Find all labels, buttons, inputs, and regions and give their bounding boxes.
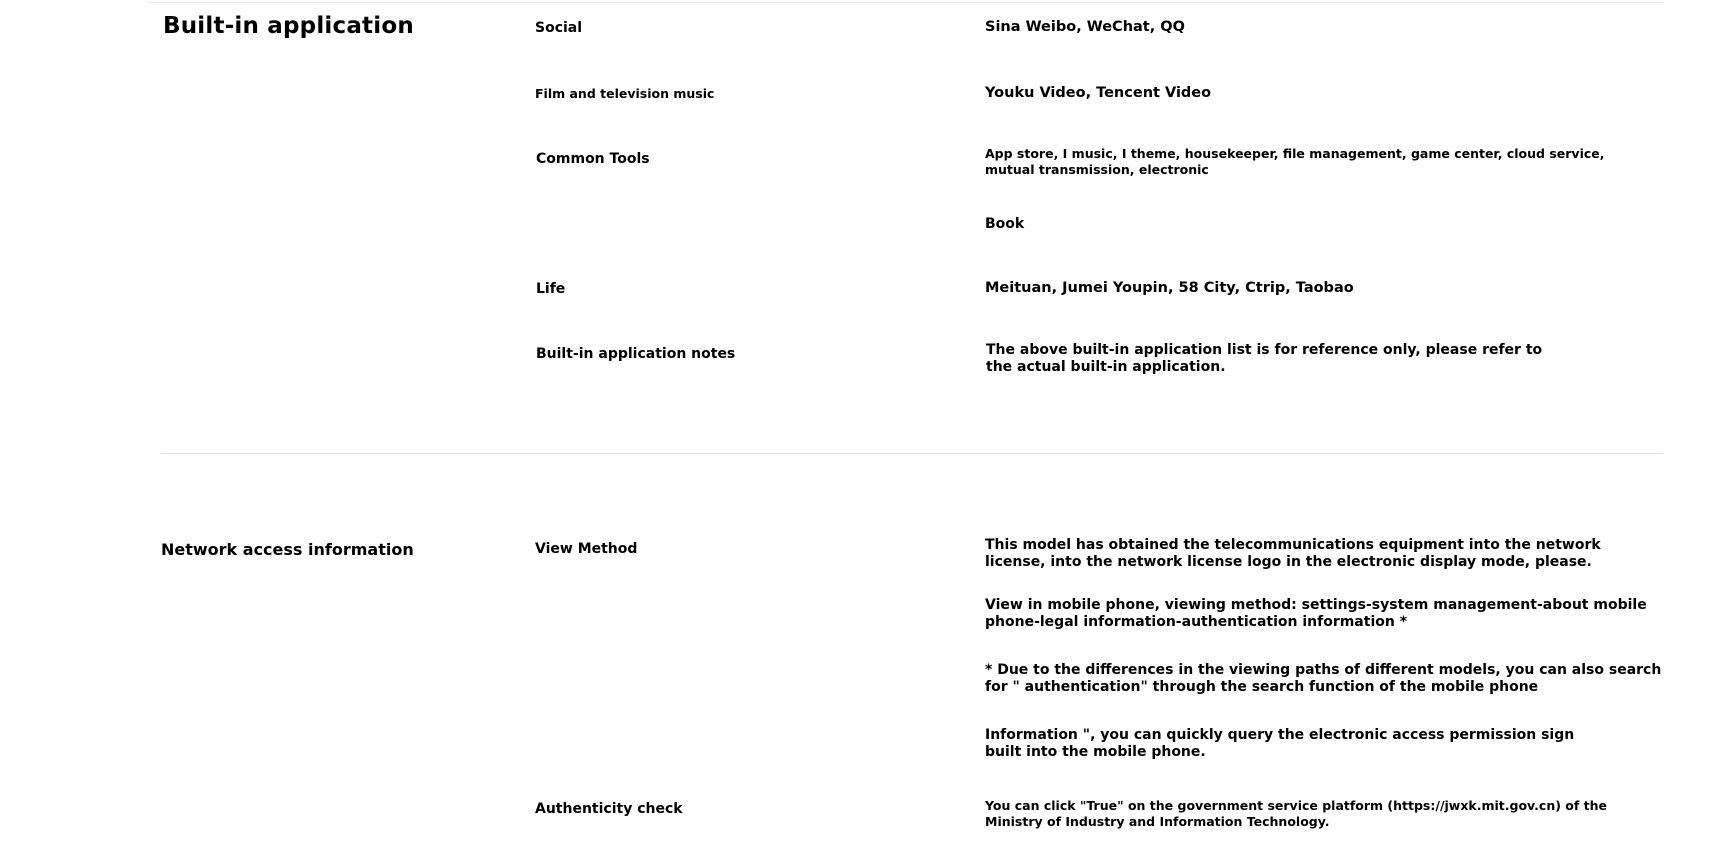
- spec-paragraph: View in mobile phone, viewing method: settings-system management-about mobile phone-legal information-authentication information *: [985, 597, 1647, 630]
- spec-value: You can click "True" on the government service platform (https://jwxk.mit.gov.cn) of the Ministry of Industry and Information Technology.: [985, 798, 1608, 829]
- spec-label: Film and television music: [535, 86, 715, 101]
- spec-value: The above built-in application list is for reference only, please refer to the actual built-in application.: [986, 342, 1543, 375]
- spec-value: App store, I music, I theme, housekeeper, file management, game center, cloud service, mutual transmission, electronic: [985, 146, 1605, 177]
- spec-label: Social: [535, 20, 583, 36]
- spec-value: Sina Weibo, WeChat, QQ: [985, 19, 1185, 35]
- spec-paragraph: * Due to the differences in the viewing paths of different models, you can also search for " authentication" through the search function of the mobile phone: [985, 662, 1662, 695]
- spec-label: Built-in application notes: [536, 346, 736, 362]
- spec-label: Common Tools: [536, 151, 650, 167]
- spec-paragraph: Information ", you can quickly query the electronic access permission sign built into the mobile phone.: [985, 727, 1575, 760]
- section-divider: [161, 453, 1663, 454]
- spec-label: View Method: [535, 541, 638, 557]
- spec-label: Authenticity check: [535, 801, 683, 817]
- top-rule: [147, 2, 1663, 3]
- section-title-network: Network access information: [161, 540, 414, 559]
- spec-value: Meituan, Jumei Youpin, 58 City, Ctrip, Taobao: [985, 280, 1354, 296]
- spec-label: Life: [536, 281, 566, 297]
- spec-value-extra: Book: [985, 216, 1025, 232]
- spec-paragraph: This model has obtained the telecommunications equipment into the network license, into the network license logo in the electronic display mode, please.: [985, 537, 1601, 570]
- spec-value: Youku Video, Tencent Video: [985, 85, 1212, 101]
- section-title-built-in: Built-in application: [163, 13, 414, 39]
